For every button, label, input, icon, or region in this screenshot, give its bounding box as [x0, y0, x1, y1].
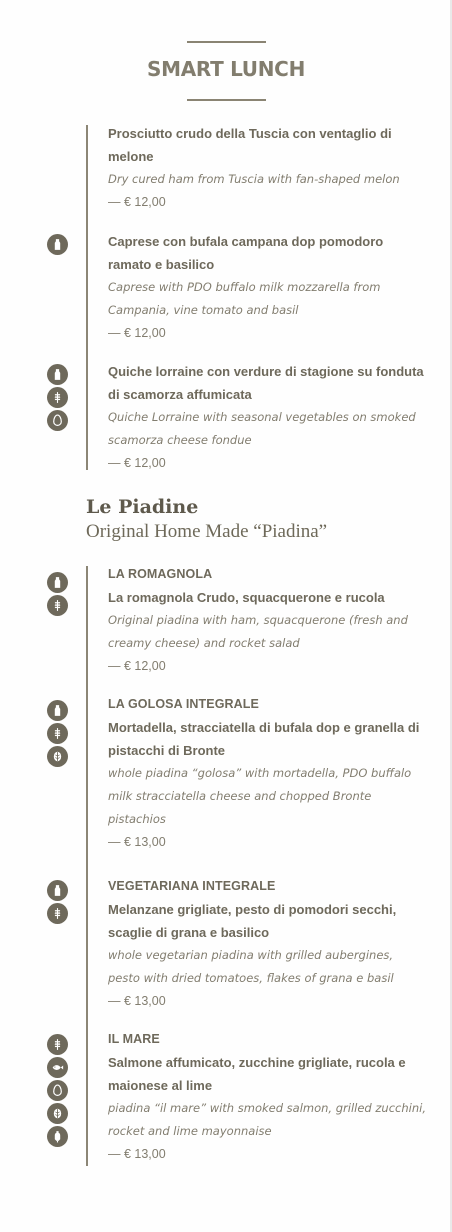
item-name: Quiche lorraine con verdure di stagione su fonduta di scamorza affumicata — [108, 364, 424, 402]
page-title: SMART LUNCH — [146, 57, 306, 81]
wheat-icon — [47, 723, 68, 744]
wheat-icon — [47, 1034, 68, 1055]
wheat-icon — [47, 387, 68, 408]
item-price: — € 13,00 — [108, 1147, 166, 1161]
nut-icon — [47, 746, 68, 767]
item-name: Salmone affumicato, zucchine grigliate, rucola e maionese al lime — [108, 1055, 406, 1093]
item-description: Caprese with PDO buffalo milk mozzarella from Campania, vine tomato and basil — [108, 280, 381, 317]
item-description: whole vegetarian piadina with grilled aubergines, pesto with dried tomatoes, flakes of grana e basil — [108, 948, 394, 985]
item-category: VEGETARIANA INTEGRALE — [108, 879, 276, 893]
item-price: — € 13,00 — [108, 994, 166, 1008]
item-category: LA GOLOSA INTEGRALE — [108, 697, 259, 711]
item-category: IL MARE — [108, 1032, 160, 1046]
title-rule-bottom — [187, 99, 266, 101]
item-name: La romagnola Crudo, squacquerone e rucola — [108, 590, 385, 605]
mustard-icon — [47, 1126, 68, 1147]
item-category: LA ROMAGNOLA — [108, 567, 213, 581]
milk-bottle-icon — [47, 572, 68, 593]
allergen-icons — [47, 700, 70, 769]
item-name: Prosciutto crudo della Tuscia con ventaglio di melone — [108, 126, 392, 164]
divider-line-piadine — [86, 566, 88, 1166]
item-description: Dry cured ham from Tuscia with fan-shaped melon — [108, 172, 400, 186]
milk-bottle-icon — [47, 880, 68, 901]
item-price: — € 13,00 — [108, 835, 166, 849]
item-description: piadina “il mare” with smoked salmon, grilled zucchini, rocket and lime mayonnaise — [108, 1101, 426, 1138]
allergen-icons — [47, 880, 70, 926]
section-title: Le Piadine — [86, 496, 199, 518]
title-rule-top — [187, 41, 266, 43]
divider-line-smart-lunch — [86, 125, 88, 470]
menu-item — [108, 875, 426, 1013]
item-price: — € 12,00 — [108, 326, 166, 340]
menu-item — [108, 122, 426, 214]
item-name: Caprese con bufala campana dop pomodoro ramato e basilico — [108, 234, 384, 272]
section-subtitle: Original Home Made “Piadina” — [86, 521, 328, 542]
fish-icon — [47, 1057, 68, 1078]
milk-bottle-icon — [47, 364, 68, 385]
nut-icon — [47, 1103, 68, 1124]
allergen-icons — [47, 1034, 70, 1149]
item-price: — € 12,00 — [108, 195, 166, 209]
wheat-icon — [47, 595, 68, 616]
menu-item — [108, 693, 426, 854]
item-name: Mortadella, stracciatella di bufala dop e granella di pistacchi di Bronte — [108, 720, 420, 758]
wheat-icon — [47, 903, 68, 924]
menu-item — [108, 1028, 426, 1166]
item-price: — € 12,00 — [108, 659, 166, 673]
item-description: whole piadina “golosa” with mortadella, PDO buffalo milk stracciatella cheese and chopped Bronte pistachios — [108, 766, 412, 826]
egg-icon — [47, 1080, 68, 1101]
item-description: Quiche Lorraine with seasonal vegetables on smoked scamorza cheese fondue — [108, 410, 416, 447]
item-name: Melanzane grigliate, pesto di pomodori secchi, scaglie di grana e basilico — [108, 902, 397, 940]
allergen-icons — [47, 234, 70, 257]
allergen-icons — [47, 572, 70, 618]
allergen-icons — [47, 364, 70, 433]
menu-item — [108, 563, 426, 678]
item-description: Original piadina with ham, squacquerone (fresh and creamy cheese) and rocket salad — [108, 613, 408, 650]
egg-icon — [47, 410, 68, 431]
milk-bottle-icon — [47, 234, 68, 255]
menu-item — [108, 230, 426, 345]
milk-bottle-icon — [47, 700, 68, 721]
item-price: — € 12,00 — [108, 456, 166, 470]
menu-item — [108, 360, 426, 475]
